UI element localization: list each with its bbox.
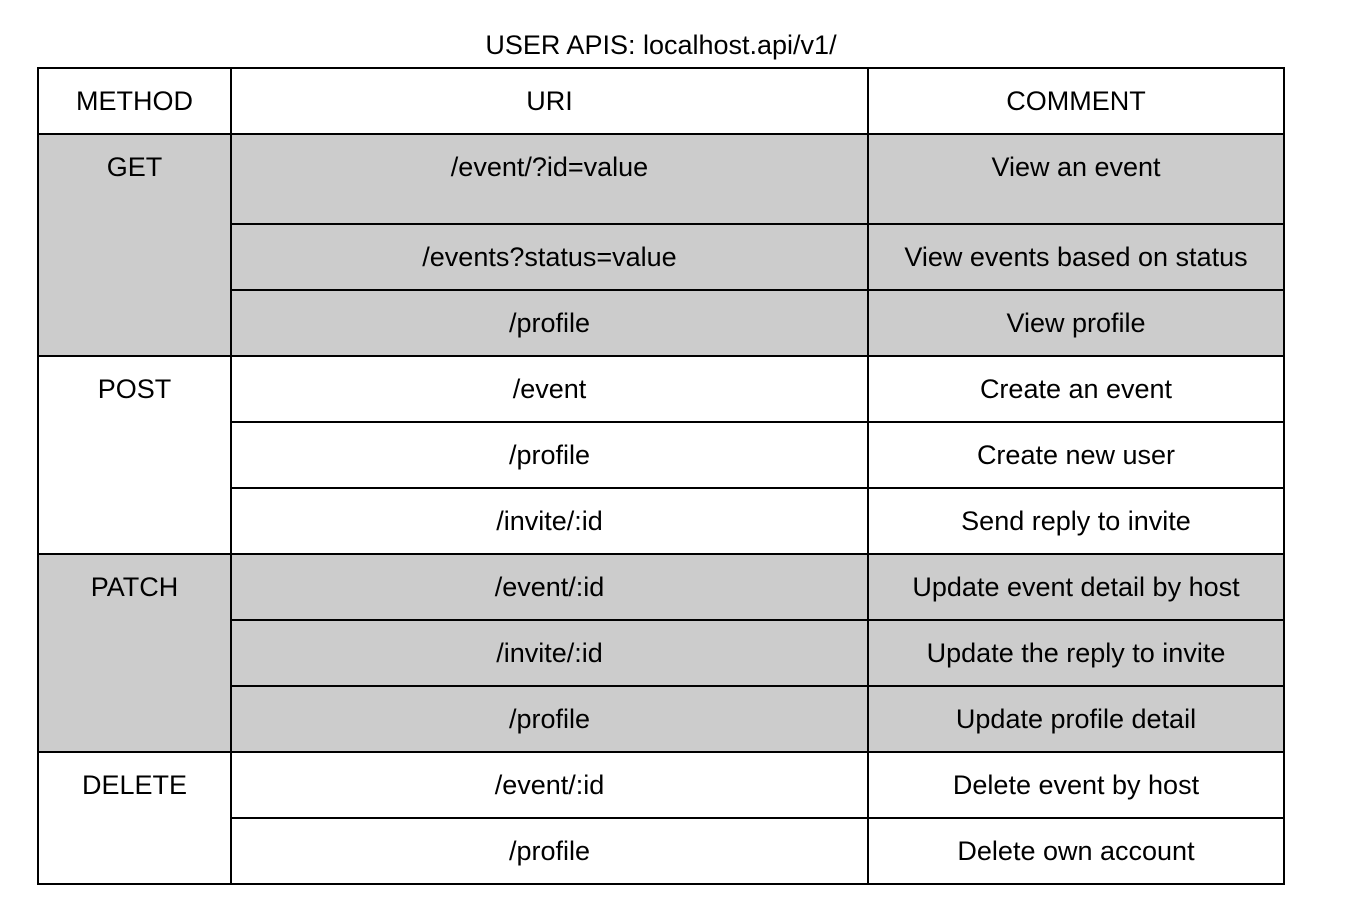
uri-cell: /invite/:id [231,620,868,686]
comment-cell: Delete own account [868,818,1284,884]
table-row [38,752,1284,818]
uri-cell: /profile [231,290,868,356]
comment-cell: Delete event by host [868,752,1284,818]
comment-cell: Update the reply to invite [868,620,1284,686]
comment-cell: Create an event [868,356,1284,422]
header-method: METHOD [38,68,231,134]
uri-cell: /profile [231,818,868,884]
comment-cell: Update profile detail [868,686,1284,752]
uri-cell: /event/:id [231,554,868,620]
page-title: USER APIS: localhost.api/v1/ [485,30,837,60]
comment-cell: Create new user [868,422,1284,488]
api-table [37,67,1285,885]
table-row [38,356,1284,422]
comment-cell: View profile [868,290,1284,356]
comment-cell: View events based on status [868,224,1284,290]
uri-cell: /invite/:id [231,488,868,554]
table-row [38,134,1284,224]
table-row [38,554,1284,620]
uri-cell: /profile [231,422,868,488]
comment-cell: View an event [868,134,1284,224]
header-comment: COMMENT [868,68,1284,134]
method-cell-delete: DELETE [38,752,231,884]
table-header-row [38,68,1284,134]
uri-cell: /event/?id=value [231,134,868,224]
uri-cell: /event/:id [231,752,868,818]
uri-cell: /events?status=value [231,224,868,290]
comment-cell: Send reply to invite [868,488,1284,554]
method-cell-post: POST [38,356,231,554]
method-cell-patch: PATCH [38,554,231,752]
uri-cell: /event [231,356,868,422]
header-uri: URI [231,68,868,134]
method-cell-get: GET [38,134,231,356]
uri-cell: /profile [231,686,868,752]
comment-cell: Update event detail by host [868,554,1284,620]
